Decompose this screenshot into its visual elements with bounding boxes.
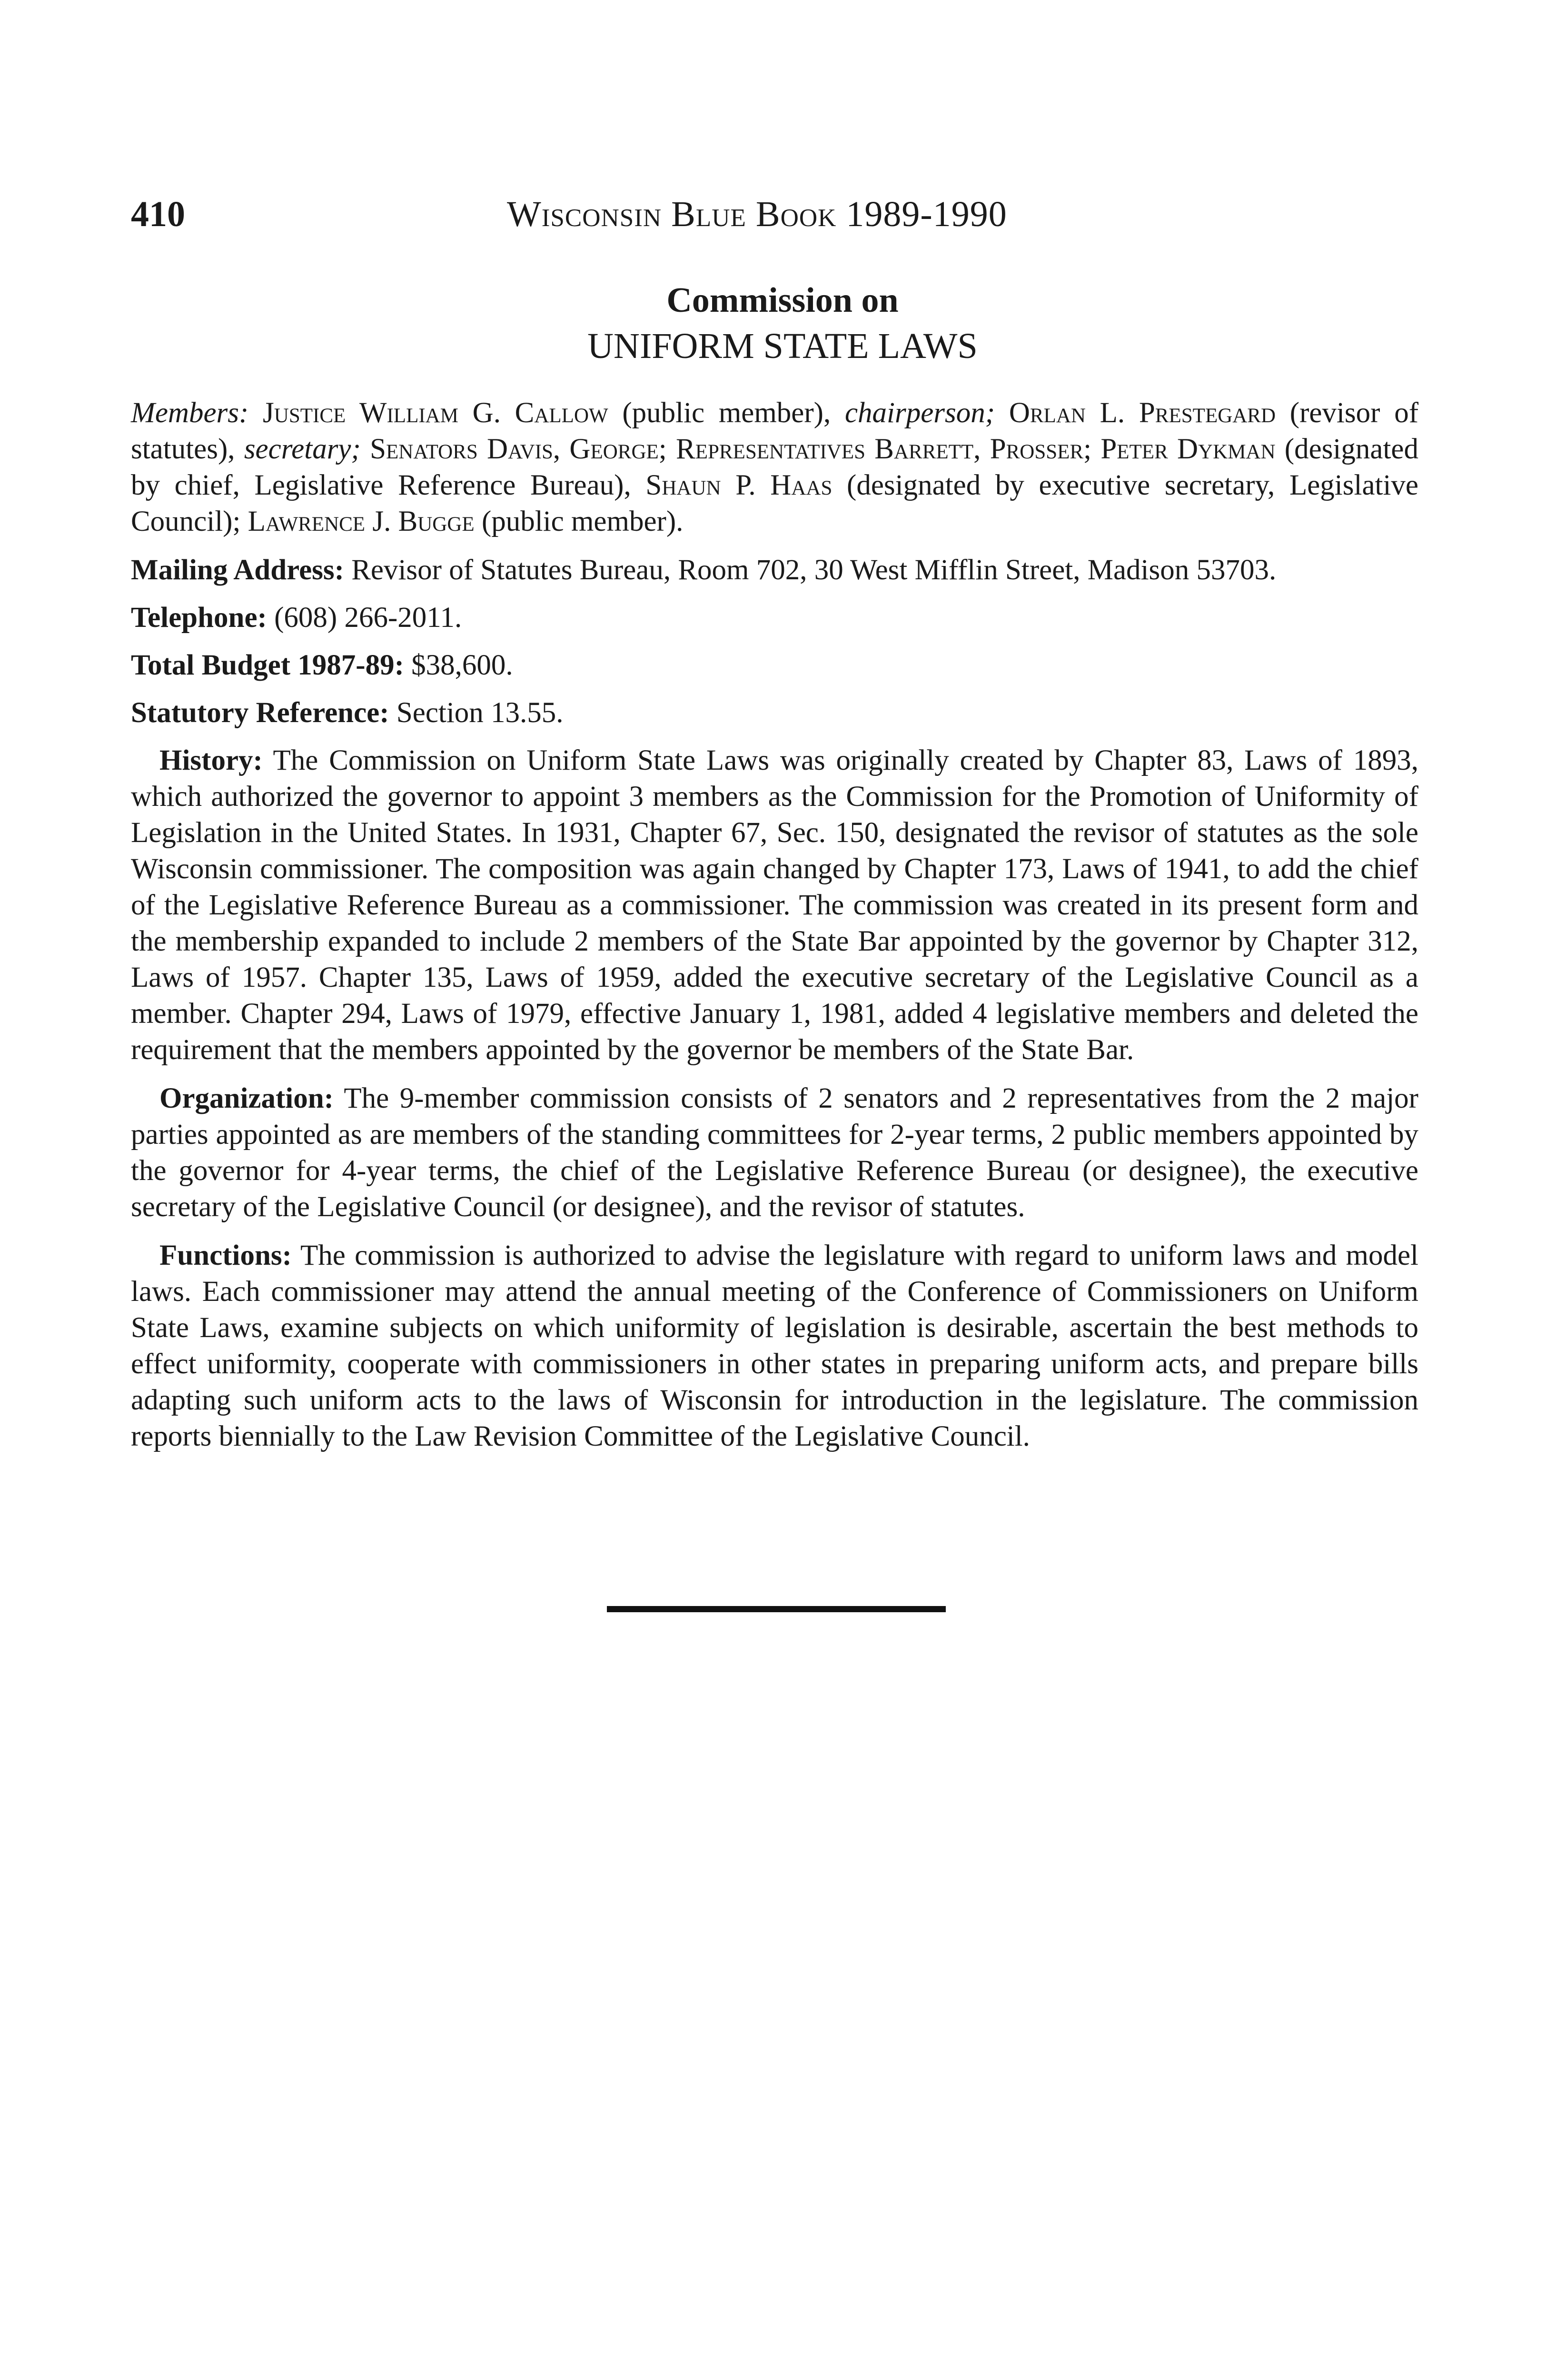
page-header [131, 190, 1416, 243]
telephone-value: (608) 266-2011. [267, 602, 462, 634]
mailing-address-value: Revisor of Statutes Bureau, Room 702, 30 West Mifflin Street, Madison 53703. [344, 554, 1277, 586]
mailing-address [131, 552, 1418, 588]
functions-paragraph [131, 1238, 1418, 1455]
title-line-1: Commission on [666, 281, 899, 320]
page-number: 410 [131, 194, 185, 234]
member-bugge: Lawrence J. Bugge [248, 506, 475, 537]
statutory-reference [131, 695, 1418, 731]
member-prestegard: Orlan L. Prestegard [995, 397, 1276, 429]
section-title [0, 278, 1546, 370]
members-label: Members: [131, 397, 249, 429]
functions-text: The commission is authorized to advise the legislature with regard to uniform laws and model laws. Each commissioner may attend the annual meeting of the Conference of Commissioners on Uniform State Laws, examine subjects on which uniformity of legislation is desirable, ascertain the best methods to effect uniformity, cooperate with commissioners in other states in preparing uniform acts, and prepare bills adapting such uniform acts to the laws of Wisconsin for introduction in the legislature. The commission reports biennially to the Law Revision Committee of the Legislative Council. [131, 1240, 1418, 1452]
history-label: History: [159, 744, 263, 776]
member-bugge-role: (public member). [474, 506, 684, 537]
body-text [131, 395, 1418, 1467]
organization-text: The 9-member commission consists of 2 senators and 2 representatives from the 2 major parties appointed as are members of the standing committees for 2-year terms, 2 public members appointed by the governor for 4-year terms, the chief of the Legislative Reference Bureau (or designee), the executive secretary of the Legislative Council (or designee), and the revisor of statutes. [131, 1082, 1418, 1223]
history-text: The Commission on Uniform State Laws was originally created by Chapter 83, Laws of 1893, which authorized the governor to appoint 3 members as the Commission for the Promotion of Uniformity of Legislation in the United States. In 1931, Chapter 67, Sec. 150, designated the revisor of statutes as the sole Wisconsin commissioner. The composition was again changed by Chapter 173, Laws of 1941, to add the chief of the Legislative Reference Bureau as a commissioner. The commission was created in its present form and the membership expanded to include 2 members of the State Bar appointed by the governor by Chapter 312, Laws of 1957. Chapter 135, Laws of 1959, added the executive secretary of the Legislative Council as a member. Chapter 294, Laws of 1979, effective January 1, 1981, added 4 legislative members and deleted the requirement that the members appointed by the governor be members of the State Bar. [131, 744, 1418, 1066]
statutory-reference-value: Section 13.55. [389, 697, 564, 729]
member-callow-title: chairperson; [844, 397, 995, 429]
member-prestegard-title: secretary; [244, 433, 361, 465]
section-end-rule [607, 1606, 946, 1612]
member-haas: Shaun P. Haas [645, 469, 832, 501]
member-callow: Justice William G. Callow [263, 397, 608, 429]
title-line-2: UNIFORM STATE LAWS [587, 326, 978, 366]
organization-label: Organization: [159, 1082, 334, 1114]
total-budget-label: Total Budget 1987-89: [131, 649, 404, 681]
telephone-label: Telephone: [131, 602, 267, 634]
total-budget-value: $38,600. [404, 649, 513, 681]
organization-paragraph [131, 1081, 1418, 1225]
history-paragraph [131, 743, 1418, 1068]
member-prestegard-role: (revisor of statutes), [131, 397, 1419, 465]
statutory-reference-label: Statutory Reference: [131, 697, 389, 729]
total-budget [131, 647, 1418, 684]
telephone [131, 600, 1418, 636]
mailing-address-label: Mailing Address: [131, 554, 344, 586]
member-dykman-role: (designated by chief, Legislative Reference Bureau), [131, 433, 1418, 501]
member-callow-role: (public member), [608, 397, 845, 429]
members-paragraph [131, 395, 1418, 540]
functions-label: Functions: [159, 1240, 292, 1271]
running-head: Wisconsin Blue Book 1989-1990 [507, 194, 1007, 234]
member-legislators-dykman: Senators Davis, George; Representatives Barrett, Prosser; Peter Dykman [360, 433, 1276, 465]
member-haas-role: (designated by executive secretary, Legislative Council); [131, 469, 1418, 537]
